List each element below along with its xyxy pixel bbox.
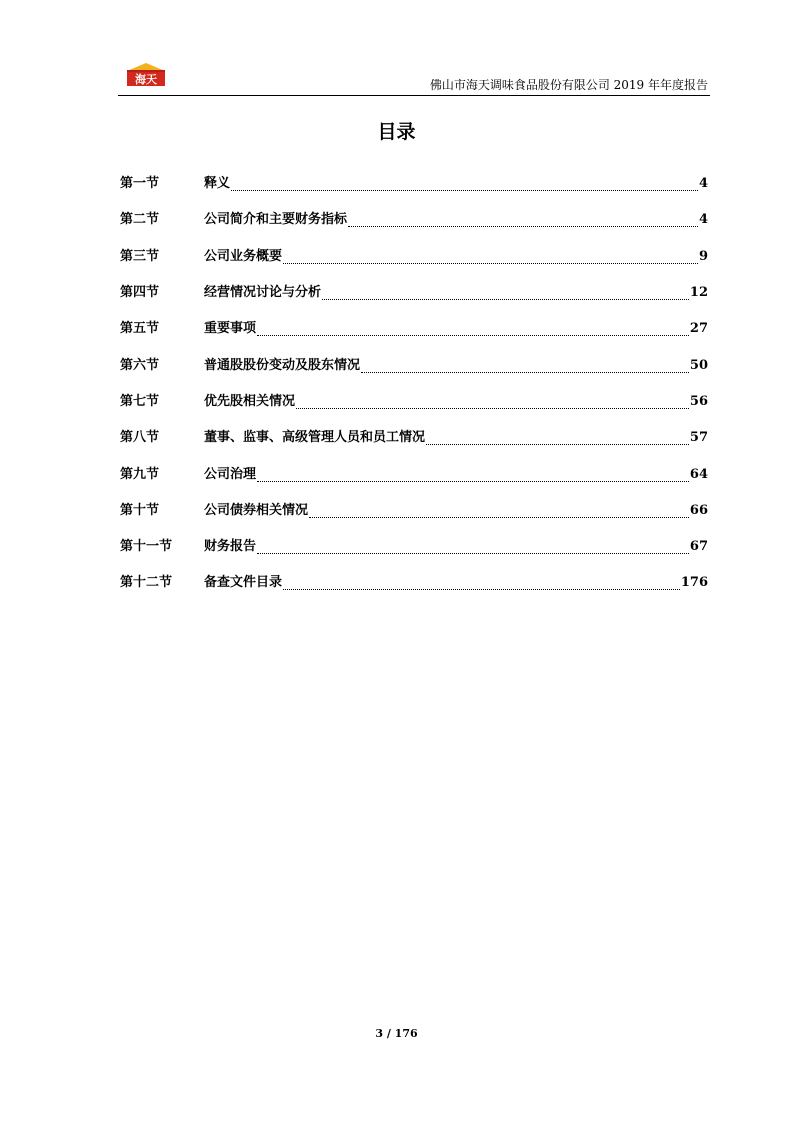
toc-page-number: 67 [689,539,708,555]
toc-section-name: 释义 [204,176,231,192]
toc-section-number: 第一节 [120,176,160,192]
toc-leader-dots [322,298,689,300]
page-number: 3 / 176 [375,1027,418,1040]
toc-section-name: 董事、监事、高级管理人员和员工情况 [204,430,426,446]
toc-section-number: 第十节 [120,502,160,518]
toc-leader-dots [283,262,698,264]
toc-entry[interactable] [120,493,708,529]
toc-page-number: 66 [689,502,708,518]
toc-page-number: 64 [689,466,708,482]
toc-entry[interactable] [120,565,708,601]
toc-leader-dots [283,588,680,590]
toc-section-number: 第三节 [120,248,160,264]
toc-section-name: 公司治理 [204,466,257,482]
page-header [118,62,710,96]
toc-leader-dots [257,334,689,336]
toc-section-number: 第十一节 [120,539,173,555]
toc-section-number: 第八节 [120,430,160,446]
toc-page-number: 57 [689,430,708,446]
header-divider [118,95,710,96]
table-of-contents [120,166,708,602]
haitian-logo-icon [125,62,167,87]
toc-leader-dots [348,225,698,227]
toc-section-name: 公司业务概要 [204,248,283,264]
toc-entry[interactable] [120,202,708,238]
toc-entry[interactable] [120,166,708,202]
toc-entry[interactable] [120,420,708,456]
toc-page-number: 27 [689,321,708,337]
toc-section-number: 第六节 [120,357,160,373]
toc-entry[interactable] [120,456,708,492]
toc-section-number: 第七节 [120,393,160,409]
toc-page-number: 9 [698,248,708,264]
toc-page-number: 50 [689,357,708,373]
toc-section-name: 重要事项 [204,321,257,337]
toc-section-name: 财务报告 [204,539,257,555]
report-header-title: 佛山市海天调味食品股份有限公司 2019 年年度报告 [429,78,708,92]
toc-entry[interactable] [120,529,708,565]
toc-section-number: 第十二节 [120,575,173,591]
toc-leader-dots [309,516,689,518]
toc-leader-dots [231,189,698,191]
toc-section-number: 第四节 [120,285,160,301]
toc-section-name: 公司债券相关情况 [204,502,309,518]
toc-section-name: 普通股股份变动及股东情况 [204,357,361,373]
toc-leader-dots [257,480,689,482]
toc-section-name: 优先股相关情况 [204,393,296,409]
toc-section-number: 第五节 [120,321,160,337]
toc-page-number: 4 [698,176,708,192]
company-logo [125,62,167,87]
toc-leader-dots [426,443,689,445]
toc-leader-dots [296,407,689,409]
toc-section-number: 第二节 [120,212,160,228]
toc-page-number: 12 [689,285,708,301]
toc-title: 目录 [377,121,416,143]
logo-text: 海天 [135,73,157,86]
toc-section-name: 经营情况讨论与分析 [204,285,322,301]
toc-entry[interactable] [120,347,708,383]
toc-entry[interactable] [120,384,708,420]
toc-section-name: 备查文件目录 [204,575,283,591]
toc-entry[interactable] [120,311,708,347]
toc-page-number: 4 [698,212,708,228]
toc-entry[interactable] [120,239,708,275]
toc-leader-dots [361,371,689,373]
toc-section-number: 第九节 [120,466,160,482]
toc-leader-dots [257,552,689,554]
toc-page-number: 176 [680,575,708,591]
toc-entry[interactable] [120,275,708,311]
toc-section-name: 公司简介和主要财务指标 [204,212,348,228]
toc-page-number: 56 [689,393,708,409]
